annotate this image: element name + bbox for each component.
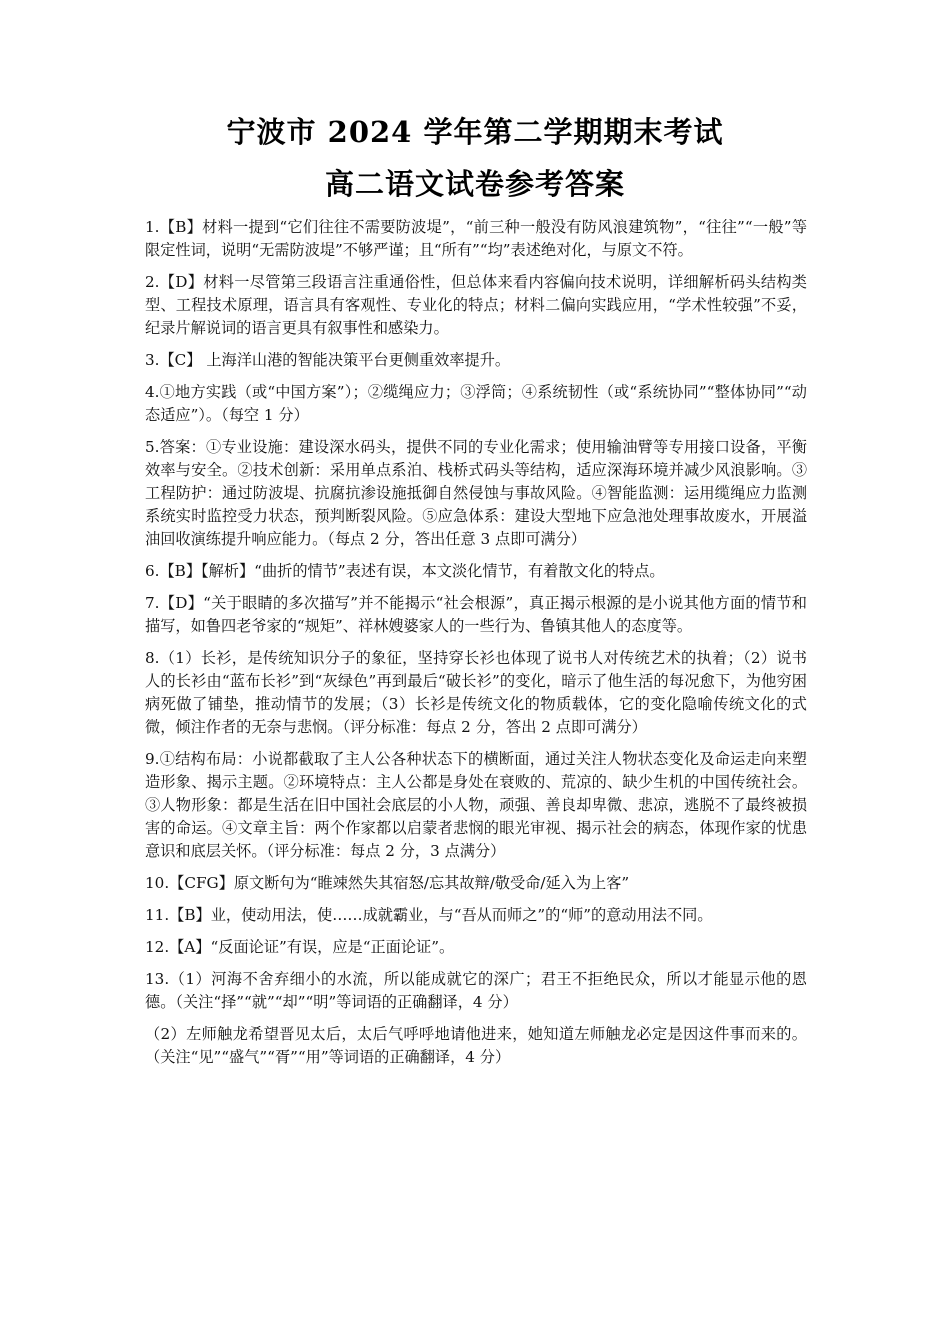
answer-item-13: 13.（1）河海不舍弃细小的水流，所以能成就它的深广；君王不拒绝民众，所以才能显示他的恩德。（关注“择”“就”“却”“明”等词语的正确翻译，4 分）	[145, 970, 807, 1011]
answer-item-5: 5.答案：①专业设施：建设深水码头，提供不同的专业化需求；使用输油臂等专用接口设备，平衡效率与安全。②技术创新：采用单点系泊、栈桥式码头等结构，适应深海环境并减少风浪影响。③工程防护：通过防波堤、抗腐抗渗设施抵御自然侵蚀与事故风险。④智能监测：运用缆绳应力监测系统实时监控受力状态，预判断裂风险。⑤应急体系：建设大型地下应急池处理事故废水，开展溢油回收演练提升响应能力。（每点 2 分，答出任意 3 点即可满分）	[145, 438, 807, 548]
page-title: 宁波市 2024 学年第二学期期末考试	[226, 115, 724, 149]
answer-item-12: 12.【A】“反面论证”有误，应是“正面论证”。	[145, 938, 455, 956]
answer-item-2: 2.【D】材料一尽管第三段语言注重通俗性，但总体来看内容偏向技术说明，详细解析码头结构类型、工程技术原理，语言具有客观性、专业化的特点；材料二偏向实践应用，“学术性较强”不妥，纪录片解说词的语言更具有叙事性和感染力。	[145, 273, 807, 337]
answer-item-10: 10.【CFG】原文断句为“睢竦然失其宿怒/忘其故辩/敬受命/延入为上客”	[145, 874, 630, 892]
answer-item-13-part2: （2）左师触龙希望晋见太后，太后气呼呼地请他进来，她知道左师触龙必定是因这件事而来的。（关注“见”“盛气”“胥”“用”等词语的正确翻译，4 分）	[145, 1025, 807, 1066]
answer-item-3: 3.【C】 上海洋山港的智能决策平台更侧重效率提升。	[145, 351, 511, 369]
answer-item-6: 6.【B】【解析】“曲折的情节”表述有误，本文淡化情节，有着散文化的特点。	[145, 562, 665, 580]
answer-item-9: 9.①结构布局：小说都截取了主人公各种状态下的横断面，通过关注人物状态变化及命运走向来塑造形象、揭示主题。②环境特点：主人公都是身处在衰败的、荒凉的、缺少生机的中国传统社会。③人物形象：都是生活在旧中国社会底层的小人物，顽强、善良却卑微、悲凉，逃脱不了最终被损害的命运。④文章主旨：两个作家都以启蒙者悲悯的眼光审视、揭示社会的病态，体现作家的忧患意识和底层关怀。（评分标准：每点 2 分，3 点满分）	[145, 750, 807, 860]
answer-item-7: 7.【D】“关于眼睛的多次描写”并不能揭示“社会根源”，真正揭示根源的是小说其他方面的情节和描写，如鲁四老爷家的“规矩”、祥林嫂婆家人的一些行为、鲁镇其他人的态度等。	[145, 594, 807, 635]
answer-item-11: 11.【B】业，使动用法，使……成就霸业，与“吾从而师之”的“师”的意动用法不同。	[145, 906, 713, 924]
answer-item-1: 1.【B】材料一提到“它们往往不需要防波堤”，“前三种一般没有防风浪建筑物”，“往往”“一般”等限定性词，说明“无需防波堤”不够严谨；且“所有”“均”表述绝对化，与原文不符。	[145, 218, 807, 259]
answer-item-8: 8.（1）长衫，是传统知识分子的象征，坚持穿长衫也体现了说书人对传统艺术的执着；（2）说书人的长衫由“蓝布长衫”到“灰绿色”再到最后“破长衫”的变化，暗示了他生活的每况愈下，为他穷困病死做了铺垫，推动情节的发展；（3）长衫是传统文化的物质载体，它的变化隐喻传统文化的式微，倾注作者的无奈与悲悯。（评分标准：每点 2 分，答出 2 点即可满分）	[145, 649, 807, 736]
answer-item-4: 4.①地方实践（或“中国方案”）；②缆绳应力；③浮筒；④系统韧性（或“系统协同”“整体协同”“动态适应”）。（每空 1 分）	[145, 383, 807, 424]
answer-list	[145, 216, 807, 1078]
page-subtitle: 高二语文试卷参考答案	[324, 167, 625, 201]
